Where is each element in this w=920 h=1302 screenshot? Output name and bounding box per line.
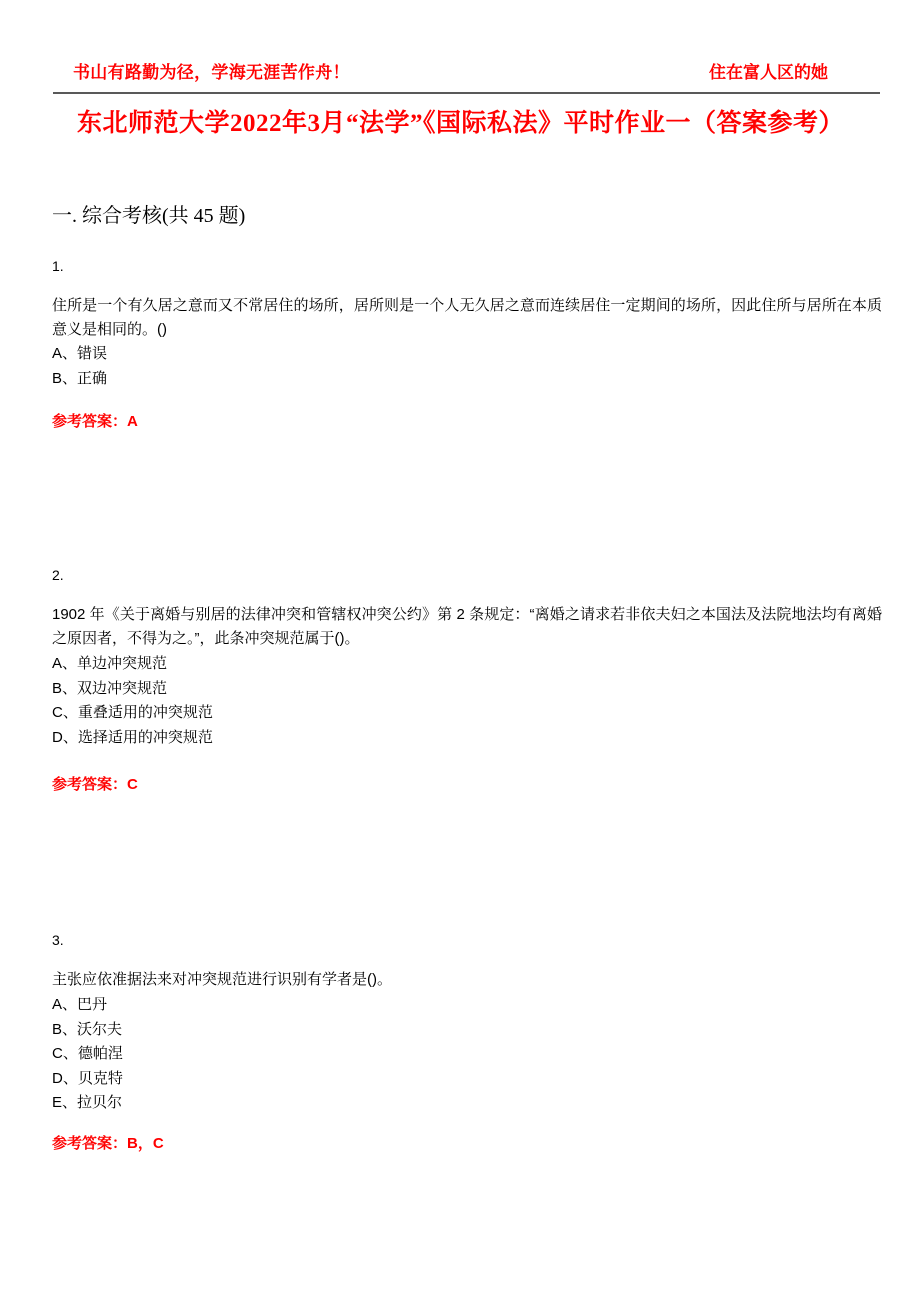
header-left-text: 书山有路勤为径，学海无涯苦作舟！ xyxy=(73,63,350,82)
header-divider xyxy=(53,92,880,94)
option-d[interactable]: D、贝克特 xyxy=(52,1069,123,1087)
question-options xyxy=(52,652,882,750)
question-number: 1. xyxy=(52,258,64,274)
option-b[interactable]: B、正确 xyxy=(52,369,108,387)
question-options xyxy=(52,342,882,391)
option-b[interactable]: B、沃尔夫 xyxy=(52,1020,123,1038)
question-block xyxy=(52,930,882,1116)
reference-answer: 参考答案：C xyxy=(52,776,138,793)
page-title: 东北师范大学2022年3月“法学”《国际私法》平时作业一（答案参考） xyxy=(76,110,844,137)
option-b[interactable]: B、双边冲突规范 xyxy=(52,679,168,697)
question-number: 2. xyxy=(52,567,64,583)
question-stem: 主张应依准据法来对冲突规范进行识别有学者是()。 xyxy=(52,971,392,988)
option-c[interactable]: C、重叠适用的冲突规范 xyxy=(52,704,213,721)
question-block xyxy=(52,256,882,391)
question-block xyxy=(52,565,882,750)
question-options xyxy=(52,993,882,1116)
question-stem: 住所是一个有久居之意而又不常居住的场所，居所则是一个人无久居之意而连续居住一定期间的场所，因此住所与居所在本质意义是相同的。() xyxy=(52,297,882,338)
option-e[interactable]: E、拉贝尔 xyxy=(52,1094,123,1111)
reference-answer: 参考答案：A xyxy=(52,413,138,430)
option-c[interactable]: C、德帕涅 xyxy=(52,1045,123,1062)
option-a[interactable]: A、错误 xyxy=(52,345,108,362)
question-number: 3. xyxy=(52,932,64,948)
option-a[interactable]: A、巴丹 xyxy=(52,996,108,1013)
option-d[interactable]: D、选择适用的冲突规范 xyxy=(52,728,213,746)
running-header xyxy=(53,58,880,88)
section-heading: 一. 综合考核(共 45 题) xyxy=(52,205,246,227)
option-a[interactable]: A、单边冲突规范 xyxy=(52,655,168,672)
header-right-text: 住在富人区的她 xyxy=(709,63,828,82)
question-stem: 1902 年《关于离婚与别居的法律冲突和管辖权冲突公约》第 2 条规定：“离婚之请求若非依夫妇之本国法及法院地法均有离婚之原因者，不得为之。”，此条冲突规范属于()。 xyxy=(52,606,882,647)
reference-answer: 参考答案：B，C xyxy=(52,1135,164,1152)
